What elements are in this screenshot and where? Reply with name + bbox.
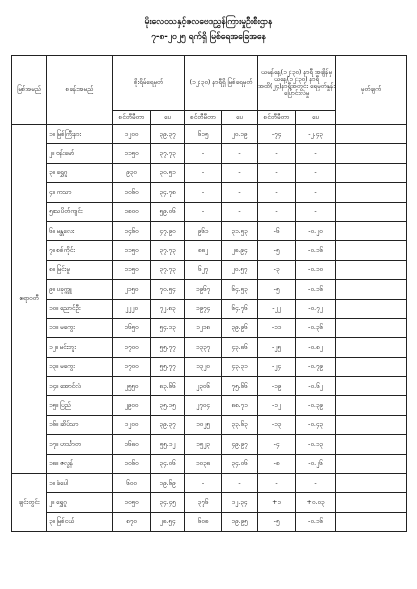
cell-remark [336,415,407,434]
subheader-danger-ft: ပေ [151,111,185,125]
cell-level-ft: ၁၂.၃၄ [222,493,258,512]
cell-level-ft: ၃၉.၉၆ [222,318,258,337]
cell-danger-cm: ၆၀၀ [113,474,151,493]
cell-remark [336,202,407,221]
cell-change-cm: -၂၄ [258,357,296,376]
table-body [12,125,407,532]
cell-remark [336,125,407,144]
cell-level-cm: ၃၇၆ [185,493,222,512]
cell-change-ft: -၀.၃၉ [296,396,336,415]
cell-change-cm: -၅ [258,241,296,260]
cell-danger-cm: ၈၇၀ [113,512,151,531]
station-name: ၁၈။ ဇလွန် [47,454,113,473]
cell-change-cm: -၇၄ [258,125,296,144]
cell-change-cm: -၆ [258,221,296,240]
cell-danger-ft: ၃၉.၃၇ [151,125,185,144]
cell-change-cm: -၂၂ [258,299,296,318]
header-remark: မှတ်ချက် [336,56,407,125]
cell-danger-cm: ၁၇၀၀ [113,338,151,357]
station-name: ၇။ စစ်ကိုင်း [47,241,113,260]
cell-danger-cm: ၁၁၅၀ [113,144,151,163]
cell-danger-cm: ၉၃၀ [113,163,151,182]
cell-level-cm: ၆၂၇ [185,260,222,279]
cell-remark [336,144,407,163]
header-danger-level: စိုးရိမ်ရေမှတ် [113,56,185,111]
subheader-level-cm: စင်တီမီတာ [185,111,222,125]
cell-change-cm: -၅ [258,280,296,299]
header-station: စခန်းအမည် [47,56,113,125]
table-row [12,512,407,531]
cell-change-cm: -၈ [258,454,296,473]
station-name: ၁၃။ မကွေး [47,357,113,376]
station-name: ၈။ မြင်းမူ [47,260,113,279]
cell-change-ft: -၀.၁၆ [296,280,336,299]
cell-level-ft: - [222,183,258,202]
table-row [12,163,407,182]
cell-danger-cm: ၁၇၀၀ [113,357,151,376]
cell-danger-cm: ၁၈၀၀ [113,202,151,221]
cell-change-ft: -၀.၂၀ [296,221,336,240]
table-row [12,357,407,376]
cell-danger-ft: ၅၉.၀၆ [151,202,185,221]
cell-danger-ft: ၇၂.၈၃ [151,299,185,318]
table-row [12,144,407,163]
header-change: ယမန်နေ့(၁၂:၃၀) နာရီ အချိန်မှ ယနေ့(၁၂:၃၀) နာရီအထိ(၂၄)နာရီအတွင်း ရေမှတ်နှုန်း ပြောင်းလဲမှု [258,56,336,111]
table-row [12,241,407,260]
cell-danger-cm: ၁၂၀၀ [113,415,151,434]
cell-remark [336,396,407,415]
cell-remark [336,377,407,396]
subheader-level-ft: ပေ [222,111,258,125]
cell-change-ft: -၀.၁၆ [296,241,336,260]
cell-level-cm: ၁၂၁၈ [185,318,222,337]
table-row [12,377,407,396]
table-row [12,202,407,221]
river-name: ချင်းတွင်း [12,474,47,532]
cell-change-ft: -၀.၁၆ [296,512,336,531]
cell-danger-cm: ၁၄၆၀ [113,221,151,240]
cell-level-cm: ၈၈၂ [185,241,222,260]
cell-danger-ft: ၄၇.၉၀ [151,221,185,240]
cell-danger-cm: ၂၂၂၀ [113,299,151,318]
table-row [12,338,407,357]
cell-level-cm: ၁၃၂၀ [185,357,222,376]
station-name: ၁၆။ ဆိပ်သာ [47,415,113,434]
cell-remark [336,474,407,493]
cell-change-ft: - [296,202,336,221]
cell-level-cm: - [185,202,222,221]
cell-danger-ft: ၃၉.၃၇ [151,415,185,434]
station-name: ၁။ ခံပေါ [47,474,113,493]
cell-danger-ft: ၅၅.၁၂ [151,435,185,454]
cell-remark [336,512,407,531]
cell-level-cm: - [185,144,222,163]
cell-change-ft: -၀.၁၀ [296,260,336,279]
cell-change-cm: -၂၅ [258,338,296,357]
cell-danger-ft: ၁၉.၆၉ [151,474,185,493]
cell-change-cm: -၁၃ [258,415,296,434]
cell-change-cm: - [258,144,296,163]
cell-change-ft: - [296,163,336,182]
cell-change-cm: - [258,474,296,493]
cell-danger-ft: ၃၇.၇၃ [151,241,185,260]
station-name: ၁။ မြစ်ကြီးနား [47,125,113,144]
cell-danger-ft: ၃၄.၄၅ [151,493,185,512]
cell-level-cm: ၉၆၁ [185,221,222,240]
cell-danger-ft: ၃၀.၅၁ [151,163,185,182]
cell-level-cm: - [185,474,222,493]
river-name: ဧရာဝတီ [12,125,47,474]
cell-level-ft: ၃၁.၅၃ [222,221,258,240]
station-name: ၁၇။ ဟင်္သာတ [47,435,113,454]
cell-danger-ft: ၂၈.၅၄ [151,512,185,531]
cell-danger-ft: ၃၄.၇၈ [151,183,185,202]
cell-change-ft: - [296,144,336,163]
cell-level-ft: ၄၉.၉၇ [222,435,258,454]
cell-remark [336,241,407,260]
cell-danger-ft: ၃၄.၀၆ [151,454,185,473]
cell-change-ft: -၀.၄၃ [296,415,336,434]
station-name: ၂။ ရွှေဂူ [47,493,113,512]
cell-change-ft: - [296,183,336,202]
cell-danger-cm: ၁၀၆၀ [113,183,151,202]
river-level-table [11,55,407,532]
cell-level-ft: ၇၅.၆၆ [222,377,258,396]
cell-level-ft: ၃၃.၆၃ [222,415,258,434]
table-row [12,454,407,473]
cell-change-cm: -၃ [258,260,296,279]
cell-remark [336,493,407,512]
cell-danger-cm: ၁၀၆၀ [113,454,151,473]
station-name: ၁၅။ ပြည် [47,396,113,415]
cell-remark [336,318,407,337]
cell-level-ft: ၂၈.၉၄ [222,241,258,260]
cell-change-ft: -၀.၈၂ [296,338,336,357]
table-row [12,318,407,337]
cell-level-cm: - [185,163,222,182]
cell-change-ft: -၀.၂၆ [296,454,336,473]
cell-danger-cm: ၁၁၅၀ [113,241,151,260]
cell-level-cm: - [185,183,222,202]
cell-danger-cm: ၁၆၈၀ [113,435,151,454]
cell-danger-ft: ၃၅.၁၅ [151,396,185,415]
cell-level-ft: ၂၀.၅၇ [222,260,258,279]
table-row [12,493,407,512]
table-row [12,396,407,415]
cell-remark [336,338,407,357]
table-row [12,474,407,493]
table-row [12,221,407,240]
cell-level-ft: - [222,144,258,163]
cell-danger-ft: ၅၅.၇၇ [151,357,185,376]
cell-remark [336,357,407,376]
cell-remark [336,454,407,473]
cell-level-ft: ၄၃.၃၁ [222,357,258,376]
station-name: ၁၁။ မကွေး [47,318,113,337]
station-name: ၁၂။ မင်းဘူး [47,338,113,357]
station-name: ၆။ မန္တလေး [47,221,113,240]
cell-change-cm: -၄ [258,435,296,454]
cell-level-ft: ၁၉.၉၅ [222,512,258,531]
station-name: ၄။ ကသာ [47,183,113,202]
cell-level-ft: - [222,202,258,221]
subheader-danger-cm: စင်တီမီတာ [113,111,151,125]
cell-danger-ft: ၃၇.၇၃ [151,260,185,279]
cell-change-cm: - [258,163,296,182]
document-title: မိုးလေဝသနှင့်ဇလဗေဒညွှန်ကြားမှုဦးစီးဌာန [144,17,273,27]
cell-change-cm: +၁ [258,493,296,512]
cell-change-cm: -၁၂ [258,396,296,415]
cell-level-cm: ၁၀၃၈ [185,454,222,473]
cell-change-ft: - [296,474,336,493]
cell-danger-cm: ၁၀၅၀ [113,493,151,512]
cell-level-ft: - [222,163,258,182]
cell-level-cm: ၁၃၃၇ [185,338,222,357]
cell-level-ft: ၆၄.၅၃ [222,280,258,299]
station-name: ၁၄။ အောင်လံ [47,377,113,396]
cell-level-cm: ၆၁၅ [185,125,222,144]
station-name: ၂။ ဗန်းမော် [47,144,113,163]
cell-danger-ft: ၅၄.၁၃ [151,318,185,337]
document-subtitle: ၇-၈-၂၀၂၅ ရက်ရှိ မြစ်ရေအခြေအနေ [151,32,266,42]
cell-danger-ft: ၃၇.၇၃ [151,144,185,163]
cell-remark [336,163,407,182]
cell-change-ft: -၀.၁၃ [296,435,336,454]
cell-change-ft: -၀.၃၆ [296,318,336,337]
station-name: ၅။သပိတ်ကျင်း [47,202,113,221]
cell-level-cm: ၂၇၀၄ [185,396,222,415]
cell-danger-cm: ၂၉၀၀ [113,396,151,415]
cell-level-ft: ၆၄.၇၆ [222,299,258,318]
table-row [12,299,407,318]
subheader-change-cm: စင်တီမီတာ [258,111,296,125]
station-name: ၃။ မြစ်ငယ် [47,512,113,531]
table-row [12,125,407,144]
station-name: ၁၀။ ညောင်ဦး [47,299,113,318]
cell-remark [336,183,407,202]
cell-level-cm: ၁၅၂၃ [185,435,222,454]
station-name: ၃။ ရွှေဂူ [47,163,113,182]
header-river: မြစ်အမည် [12,56,47,125]
cell-level-ft: - [222,474,258,493]
cell-level-ft: ၈၈.၇၁ [222,396,258,415]
cell-change-cm: -၁၁ [258,318,296,337]
table-row [12,280,407,299]
cell-level-ft: ၂၀.၁၉ [222,125,258,144]
cell-remark [336,260,407,279]
cell-change-cm: -၅ [258,512,296,531]
cell-danger-cm: ၂၅၅၀ [113,377,151,396]
cell-change-cm: - [258,202,296,221]
table-row [12,260,407,279]
cell-danger-cm: ၁၆၅၀ [113,318,151,337]
cell-danger-cm: ၂၁၅၀ [113,280,151,299]
header-water-level: (၁၂:၃၀) နာရီရှိ မြစ်ရေမှတ် [185,56,258,111]
table-row [12,415,407,434]
cell-level-cm: ၂၃၀၆ [185,377,222,396]
cell-danger-cm: ၁၁၅၀ [113,260,151,279]
cell-change-cm: - [258,183,296,202]
cell-change-ft: +၀.၀၃ [296,493,336,512]
table-row [12,183,407,202]
cell-level-cm: ၁၉၆၇ [185,280,222,299]
cell-remark [336,280,407,299]
cell-change-ft: -၂.၄၃ [296,125,336,144]
cell-danger-ft: ၅၅.၇၇ [151,338,185,357]
cell-change-ft: -၀.၆၂ [296,377,336,396]
cell-level-ft: ၄၃.၈၆ [222,338,258,357]
cell-danger-cm: ၁၂၀၀ [113,125,151,144]
cell-remark [336,435,407,454]
cell-change-ft: -၀.၇၂ [296,299,336,318]
cell-danger-ft: ၇၀.၅၄ [151,280,185,299]
cell-level-ft: ၃၄.၀၆ [222,454,258,473]
cell-level-cm: ၁၀၂၅ [185,415,222,434]
cell-change-ft: -၀.၇၉ [296,357,336,376]
cell-remark [336,221,407,240]
cell-level-cm: ၆၀၈ [185,512,222,531]
table-row [12,435,407,454]
cell-level-cm: ၁၉၇၄ [185,299,222,318]
cell-danger-ft: ၈၃.၆၆ [151,377,185,396]
cell-change-cm: -၁၉ [258,377,296,396]
cell-remark [336,299,407,318]
station-name: ၉။ ပခုက္ကူ [47,280,113,299]
subheader-change-ft: ပေ [296,111,336,125]
